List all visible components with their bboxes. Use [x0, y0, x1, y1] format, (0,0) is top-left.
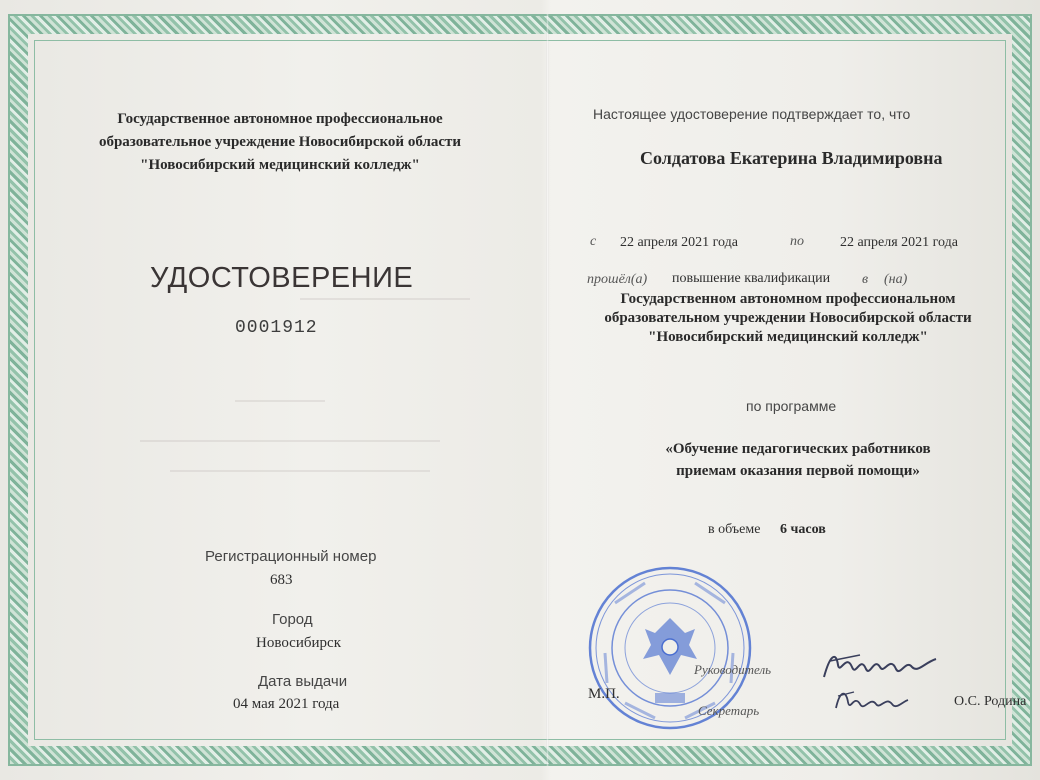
show-through-mark — [140, 440, 440, 442]
training-institution — [588, 290, 988, 347]
institution-line: "Новосибирский медицинский колледж" — [648, 329, 928, 345]
page-fold — [546, 14, 549, 766]
passed-label: прошёл(а) — [587, 272, 648, 287]
volume-value: 6 часов — [780, 522, 826, 537]
in-label: в — [862, 272, 869, 287]
show-through-mark — [235, 400, 325, 402]
person-name: Солдатова Екатерина Владимировна — [640, 148, 943, 168]
issuer-line: Государственное автономное профессиональное — [117, 111, 443, 127]
registration-label: Регистрационный номер — [205, 548, 377, 565]
institution-line: Государственном автономном профессиональном — [620, 291, 956, 307]
signature-secretary-icon — [832, 684, 912, 716]
from-label: с — [590, 234, 597, 249]
secretary-label: Секретарь — [698, 703, 760, 718]
city-label: Город — [272, 611, 313, 628]
head-label: Руководитель — [694, 662, 772, 677]
signature-director-icon — [820, 645, 940, 685]
na-label: (на) — [884, 272, 908, 287]
volume-label: в объеме — [708, 522, 761, 537]
to-date: 22 апреля 2021 года — [840, 235, 958, 250]
to-label: по — [790, 234, 804, 249]
from-date: 22 апреля 2021 года — [620, 235, 738, 250]
program-label: по программе — [746, 398, 837, 414]
program-line: приемам оказания первой помощи» — [676, 463, 920, 479]
city-value: Новосибирск — [256, 635, 341, 651]
issue-date-label: Дата выдачи — [258, 673, 348, 690]
issuer-line: "Новосибирский медицинский колледж" — [140, 157, 420, 173]
confirm-text: Настоящее удостоверение подтверждает то, что — [593, 106, 911, 122]
secretary-name: О.С. Родина — [954, 694, 1027, 709]
document-title: УДОСТОВЕРЕНИЕ — [150, 262, 414, 294]
show-through-mark — [300, 298, 470, 300]
program-name — [588, 438, 1008, 482]
qualification-type: повышение квалификации — [672, 271, 831, 286]
issuer-line: образовательное учреждение Новосибирской области — [98, 134, 462, 150]
issuer-institution — [80, 108, 480, 177]
program-line: «Обучение педагогических работников — [665, 441, 931, 457]
institution-line: образовательном учреждении Новосибирской области — [604, 310, 972, 326]
document-number: 0001912 — [235, 318, 318, 338]
issue-date-value: 04 мая 2021 года — [233, 696, 340, 712]
stamp-label: М.П. — [588, 686, 620, 702]
registration-number: 683 — [270, 572, 293, 588]
show-through-mark — [170, 470, 430, 472]
